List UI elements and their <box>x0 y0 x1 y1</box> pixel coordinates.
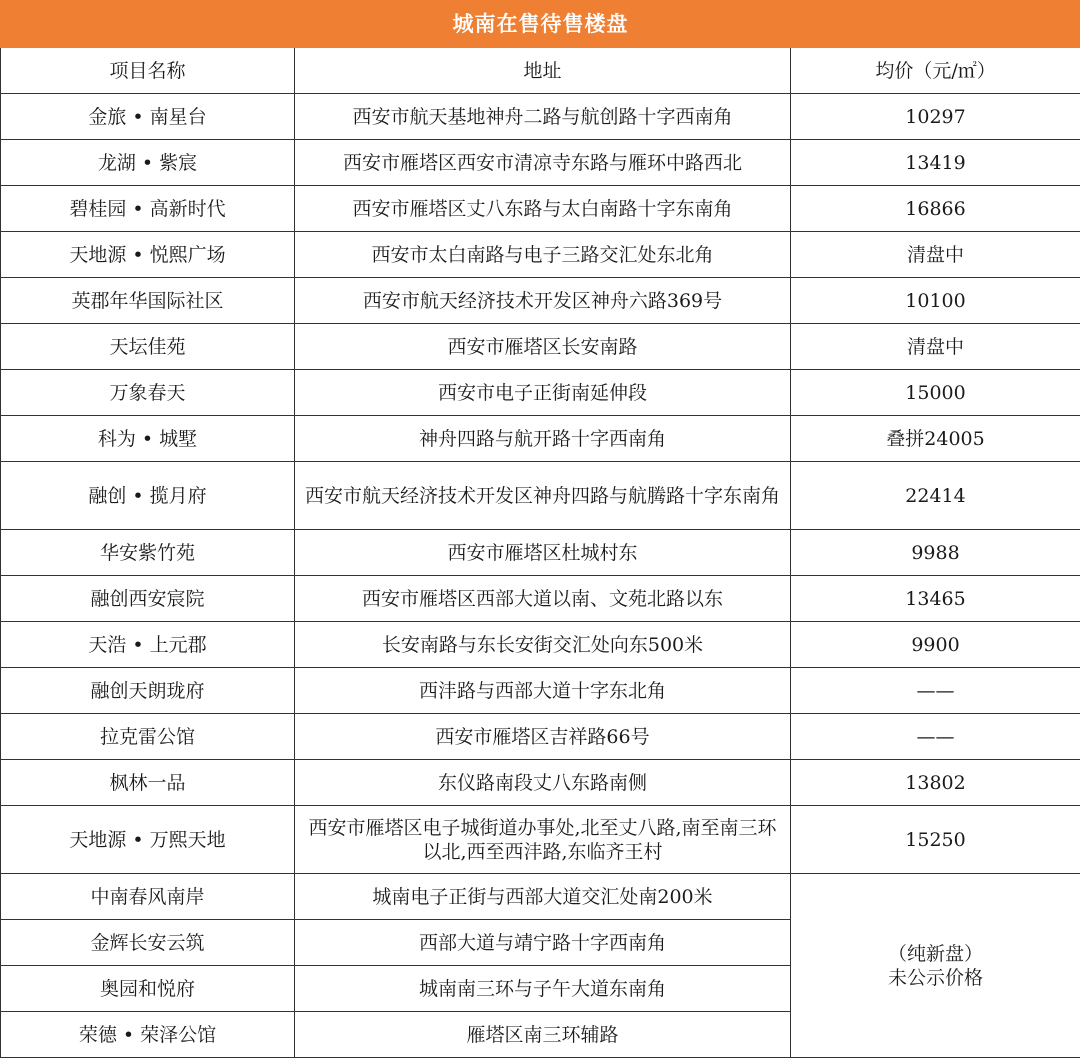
cell-address: 西安市雁塔区电子城街道办事处,北至丈八路,南至南三环以北,西至西沣路,东临齐王村 <box>295 806 791 874</box>
table-row <box>1 714 1080 760</box>
cell-price: 9900 <box>791 622 1080 668</box>
cell-name: 华安紫竹苑 <box>1 530 295 576</box>
cell-address: 西安市雁塔区杜城村东 <box>295 530 791 576</box>
cell-address: 长安南路与东长安街交汇处向东500米 <box>295 622 791 668</box>
cell-price: 22414 <box>791 462 1080 530</box>
cell-name: 天浩 • 上元郡 <box>1 622 295 668</box>
cell-price: 清盘中 <box>791 232 1080 278</box>
header-price: 均价（元/㎡） <box>791 48 1080 94</box>
title-row <box>1 1 1080 48</box>
cell-price: 13802 <box>791 760 1080 806</box>
header-row <box>1 48 1080 94</box>
table-row <box>1 668 1080 714</box>
cell-address: 西安市雁塔区西部大道以南、文苑北路以东 <box>295 576 791 622</box>
cell-name: 金旅 • 南星台 <box>1 94 295 140</box>
cell-address: 西安市航天经济技术开发区神舟六路369号 <box>295 278 791 324</box>
table-row <box>1 576 1080 622</box>
table-row <box>1 416 1080 462</box>
cell-name: 融创天朗珑府 <box>1 668 295 714</box>
cell-name: 融创西安宸院 <box>1 576 295 622</box>
cell-name: 拉克雷公馆 <box>1 714 295 760</box>
cell-price: —— <box>791 668 1080 714</box>
cell-name: 天地源 • 悦熙广场 <box>1 232 295 278</box>
cell-price: 15250 <box>791 806 1080 874</box>
table-row <box>1 140 1080 186</box>
cell-name: 天地源 • 万熙天地 <box>1 806 295 874</box>
cell-price: 13419 <box>791 140 1080 186</box>
cell-name: 荣德 • 荣泽公馆 <box>1 1012 295 1058</box>
table-row <box>1 232 1080 278</box>
header-address: 地址 <box>295 48 791 94</box>
merged-price-cell <box>791 874 1080 1058</box>
cell-name: 中南春风南岸 <box>1 874 295 920</box>
cell-name: 枫林一品 <box>1 760 295 806</box>
cell-address: 城南南三环与子午大道东南角 <box>295 966 791 1012</box>
cell-address: 东仪路南段丈八东路南侧 <box>295 760 791 806</box>
cell-price: 16866 <box>791 186 1080 232</box>
table-row <box>1 760 1080 806</box>
cell-address: 城南电子正街与西部大道交汇处南200米 <box>295 874 791 920</box>
cell-price: 13465 <box>791 576 1080 622</box>
table-row <box>1 324 1080 370</box>
cell-name: 英郡年华国际社区 <box>1 278 295 324</box>
table-row <box>1 370 1080 416</box>
table-row <box>1 278 1080 324</box>
cell-address: 西部大道与靖宁路十字西南角 <box>295 920 791 966</box>
merged-price-line1: （纯新盘） <box>888 942 984 965</box>
cell-address: 雁塔区南三环辅路 <box>295 1012 791 1058</box>
cell-address: 西安市雁塔区丈八东路与太白南路十字东南角 <box>295 186 791 232</box>
cell-address: 西安市航天经济技术开发区神舟四路与航腾路十字东南角 <box>295 462 791 530</box>
table-title: 城南在售待售楼盘 <box>1 1 1080 48</box>
cell-price: 10297 <box>791 94 1080 140</box>
cell-price: 清盘中 <box>791 324 1080 370</box>
cell-name: 龙湖 • 紫宸 <box>1 140 295 186</box>
table-row <box>1 874 1080 920</box>
cell-address: 神舟四路与航开路十字西南角 <box>295 416 791 462</box>
cell-address: 西安市太白南路与电子三路交汇处东北角 <box>295 232 791 278</box>
cell-price: 15000 <box>791 370 1080 416</box>
cell-name: 金辉长安云筑 <box>1 920 295 966</box>
table-row <box>1 462 1080 530</box>
cell-address: 西安市雁塔区吉祥路66号 <box>295 714 791 760</box>
table-row <box>1 806 1080 874</box>
table-row <box>1 530 1080 576</box>
cell-price: 叠拼24005 <box>791 416 1080 462</box>
cell-price: —— <box>791 714 1080 760</box>
cell-price: 9988 <box>791 530 1080 576</box>
table-row <box>1 186 1080 232</box>
header-name: 项目名称 <box>1 48 295 94</box>
cell-address: 西安市雁塔区西安市清凉寺东路与雁环中路西北 <box>295 140 791 186</box>
cell-address: 西安市雁塔区长安南路 <box>295 324 791 370</box>
cell-name: 碧桂园 • 高新时代 <box>1 186 295 232</box>
cell-name: 科为 • 城墅 <box>1 416 295 462</box>
cell-name: 天坛佳苑 <box>1 324 295 370</box>
cell-name: 万象春天 <box>1 370 295 416</box>
table-row <box>1 94 1080 140</box>
cell-price: 10100 <box>791 278 1080 324</box>
cell-address: 西安市电子正街南延伸段 <box>295 370 791 416</box>
merged-price-line2: 未公示价格 <box>888 966 984 989</box>
cell-address: 西沣路与西部大道十字东北角 <box>295 668 791 714</box>
cell-address: 西安市航天基地神舟二路与航创路十字西南角 <box>295 94 791 140</box>
cell-name: 奥园和悦府 <box>1 966 295 1012</box>
table-row <box>1 622 1080 668</box>
cell-name: 融创 • 揽月府 <box>1 462 295 530</box>
